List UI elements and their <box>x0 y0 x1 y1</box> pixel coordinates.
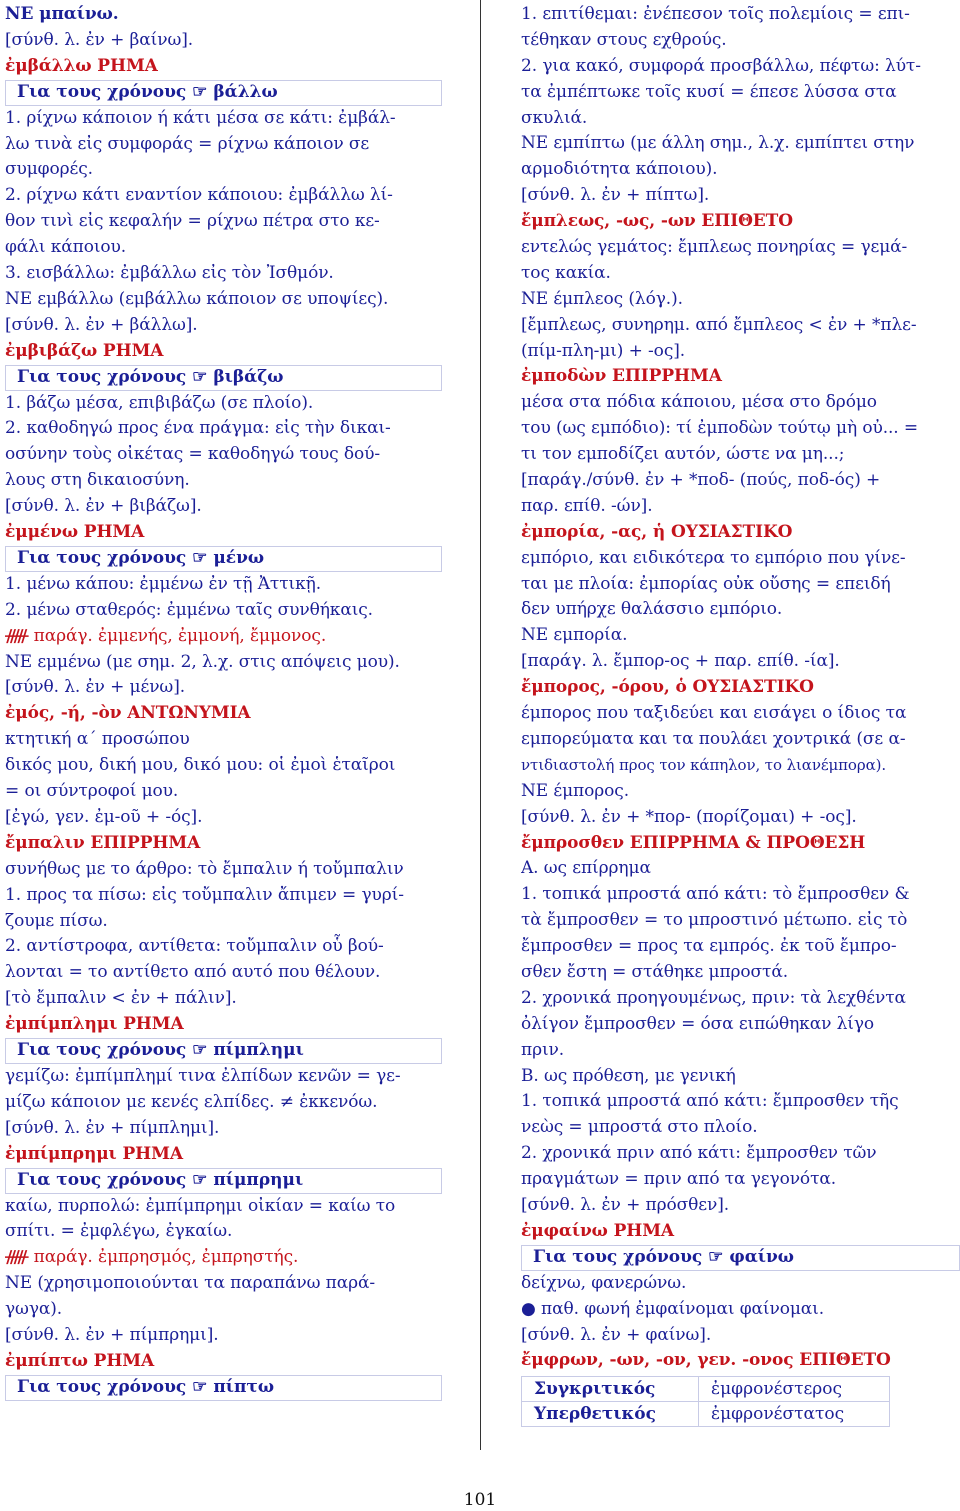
text-line: 3. εισβάλλω: ἐμβάλλω εἰς τὸν Ἰσθμόν. <box>5 263 334 284</box>
text-line: ὀλίγον ἔμπροσθεν = όσα ειπώθηκαν λίγο <box>521 1013 875 1034</box>
headword-line: ἐμμένω ΡΗΜΑ <box>5 522 145 543</box>
text-line: 2. αντίστροφα, αντίθετα: τοὔμπαλιν οὗ βού- <box>5 936 384 957</box>
text-line: 1. βάζω μέσα, επιβιβάζω (σε πλοίο). <box>5 392 314 413</box>
text-line: πραγμάτων = πριν από τα γεγονότα. <box>521 1169 837 1190</box>
headword-line: ἔμπλεως, -ως, -ων ΕΠΙΘΕΤΟ <box>521 211 793 232</box>
text-line: ΝΕ εμβάλλω (εμβάλλω κάποιον σε υποψίες). <box>5 288 389 309</box>
headword-line: ἐμπορία, -ας, ἡ ΟΥΣΙΑΣΤΙΚΟ <box>521 521 793 542</box>
text-line: (πίμ-πλη-μι) + -ος]. <box>521 340 686 361</box>
headword-line: ἔμπροσθεν ΕΠΙΡΡΗΜΑ & ΠΡΟΘΕΣΗ <box>521 832 866 853</box>
text-line: [παράγ./σύνθ. ἐν + *ποδ- (πούς, ποδ-ός) + <box>521 470 881 491</box>
text-line: = οι σύντροφοί μου. <box>5 781 179 802</box>
text-line: εμπόριο, και ειδικότερα το εμπόριο που γίνε- <box>521 547 906 568</box>
text-line: ΝΕ εμμένω (με σημ. 2, λ.χ. στις απόψεις μου). <box>5 651 400 672</box>
text-line: 2. χρονικά προηγουμένως, πριν: τὰ λεχθέντα <box>521 987 906 1008</box>
text-line: 1. τοπικά μπροστά από κάτι: ἔμπροσθεν τῆς <box>521 1091 899 1112</box>
text-line: ● παθ. φωνή ἐμφαίνομαι φαίνομαι. <box>521 1298 825 1319</box>
headword-line: ἔμπορος, -όρου, ὁ ΟΥΣΙΑΣΤΙΚΟ <box>521 677 814 698</box>
text-line: αρμοδιότητα κάποιου). <box>521 159 718 180</box>
text-line: ΝΕ μπαίνω. <box>5 4 119 24</box>
text-line: ΝΕ (χρησιμοποιούνται τα παραπάνω παρά- <box>5 1273 376 1294</box>
headword-line: ἐμπίπτω ΡΗΜΑ <box>5 1350 155 1371</box>
tenses-box: Για τους χρόνους ☞ βάλλω <box>5 80 442 106</box>
text-line: συνήθως με το άρθρο: τὸ ἔμπαλιν ή τοὔμπαλιν <box>5 858 404 879</box>
tenses-box: Για τους χρόνους ☞ πίμπλημι <box>5 1038 442 1064</box>
text-line: [σύνθ. λ. ἐν + πίμπλημι]. <box>5 1117 220 1138</box>
text-line: 1. επιτίθεμαι: ἐνέπεσον τοῖς πολεμίοις = επι- <box>521 4 910 24</box>
headword-line: ἐμβάλλω ΡΗΜΑ <box>5 55 158 76</box>
tenses-box: Για τους χρόνους ☞ φαίνω <box>521 1245 960 1271</box>
text-line: 2. για κακό, συμφορά προσβάλλω, πέφτω: λύτ- <box>521 55 921 76</box>
text-line: τέθηκαν στους εχθρούς. <box>521 29 727 50</box>
text-line: [σύνθ. λ. ἐν + *πορ- (πορίζομαι) + -ος]. <box>521 806 857 827</box>
right-column <box>521 2 960 1427</box>
text-line: οσύνην τοὺς οἰκέτας = καθοδηγώ τους δού- <box>5 444 380 465</box>
text-line: δείχνω, φανερώνω. <box>521 1272 687 1293</box>
text-line: [σύνθ. λ. ἐν + φαίνω]. <box>521 1324 712 1345</box>
text-line: 2. ρίχνω κάτι εναντίον κάποιου: ἐμβάλλω λί- <box>5 185 393 206</box>
text-line: λονται = το αντίθετο από αυτό που θέλουν. <box>5 962 381 983</box>
text-line: δεν υπήρχε θαλάσσιο εμπόριο. <box>521 599 783 620</box>
text-line: ται με πλοία: ἐμπορίας οὐκ οὔσης = επειδή <box>521 573 891 594</box>
tenses-box: Για τους χρόνους ☞ πίπτω <box>5 1375 442 1401</box>
text-line: [σύνθ. λ. ἐν + βιβάζω]. <box>5 496 202 517</box>
text-line: 2. μένω σταθερός: ἐμμένω ταῖς συνθήκαις. <box>5 599 373 620</box>
headword-line: ἐμποδὼν ΕΠΙΡΡΗΜΑ <box>521 366 722 387</box>
text-line: τὰ ἔμπροσθεν = το μπροστινό μέτωπο. εἰς τὸ <box>521 910 908 931</box>
text-line: γεμίζω: ἐμπίμπλημί τινα ἐλπίδων κενῶν = γε- <box>5 1065 401 1086</box>
text-line: [τὸ ἔμπαλιν < ἐν + πάλιν]. <box>5 988 237 1009</box>
text-line: 1. ρίχνω κάποιον ή κάτι μέσα σε κάτι: ἐμβάλ- <box>5 107 396 128</box>
degree-form: ἐμφρονέστερος <box>699 1377 890 1402</box>
text-line: τι τον εμποδίζει αυτόν, ώστε να μη...; <box>521 444 845 465</box>
text-line: Α. ως επίρρημα <box>521 858 651 879</box>
text-line: Β. ως πρόθεση, με γενική <box>521 1065 736 1086</box>
text-line: ᚏ παράγ. ἐμμενής, ἐμμονή, ἔμμονος. <box>5 625 327 646</box>
headword-line: ἐμπίμπλημι ΡΗΜΑ <box>5 1014 184 1035</box>
text-line: [ἐγώ, γεν. ἐμ-οῦ + -ός]. <box>5 806 203 827</box>
degree-label: Συγκριτικός <box>522 1377 699 1402</box>
text-line: συμφορές. <box>5 159 93 180</box>
tenses-box: Για τους χρόνους ☞ μένω <box>5 546 442 572</box>
text-line: ἔμπροσθεν = προς τα εμπρός. ἐκ τοῦ ἔμπρο- <box>521 936 897 957</box>
text-line: [παράγ. λ. ἔμπορ-ος + παρ. επίθ. -ία]. <box>521 651 840 672</box>
text-line: νεὼς = μπροστά στο πλοίο. <box>521 1117 758 1138</box>
table-row <box>522 1402 890 1427</box>
text-line: φάλι κάποιου. <box>5 237 127 258</box>
tenses-box: Για τους χρόνους ☞ πίμπρημι <box>5 1168 442 1194</box>
text-line: [σύνθ. λ. ἐν + μένω]. <box>5 677 186 698</box>
text-line: τος κακία. <box>521 262 611 283</box>
text-line: 2. χρονικά πριν από κάτι: ἔμπροσθεν τῶν <box>521 1143 877 1164</box>
text-line: 1. προς τα πίσω: εἰς τοὔμπαλιν ἄπιμεν = γυρί- <box>5 884 404 905</box>
text-line: του (ως εμπόδιο): τί ἐμποδὼν τούτῳ μὴ οὐ... = <box>521 418 919 439</box>
left-column <box>5 2 442 1401</box>
degree-label: Υπερθετικός <box>522 1402 699 1427</box>
headword-line: ἐμφαίνω ΡΗΜΑ <box>521 1220 675 1241</box>
text-line: [σύνθ. λ. ἐν + πίπτω]. <box>521 185 710 206</box>
text-line: σπίτι. = ἐμφλέγω, ἐγκαίω. <box>5 1221 233 1242</box>
page-number: 101 <box>463 1490 497 1510</box>
text-line: τα ἐμπέπτωκε τοῖς κυσί = έπεσε λύσσα στα <box>521 81 897 102</box>
text-line: πριν. <box>521 1039 565 1060</box>
text-line: 1. μένω κάπου: ἐμμένω ἐν τῇ Ἀττικῇ. <box>5 573 322 594</box>
text-line: μίζω κάποιον με κενές ελπίδες. ≠ ἐκκενόω. <box>5 1091 378 1112</box>
text-line: μέσα στα πόδια κάποιου, μέσα στο δρόμο <box>521 392 877 413</box>
comparison-table <box>521 1376 890 1427</box>
text-line: [ἔμπλεως, συνηρημ. από ἔμπλεος < ἐν + *πλε- <box>521 314 917 335</box>
tenses-box: Για τους χρόνους ☞ βιβάζω <box>5 365 442 391</box>
headword-line: ἔμφρων, -ων, -ον, γεν. -ονος ΕΠΙΘΕΤΟ <box>521 1350 891 1371</box>
text-line: ΝΕ εμπίπτω (με άλλη σημ., λ.χ. εμπίπτει στην <box>521 133 915 154</box>
text-line: παρ. επίθ. -ών]. <box>521 495 653 516</box>
text-line: εντελώς γεμάτος: ἔμπλεως πονηρίας = γεμά- <box>521 237 908 258</box>
text-line: λους στη δικαιοσύνη. <box>5 470 190 491</box>
column-divider <box>480 0 481 1450</box>
text-line: δικός μου, δική μου, δικό μου: οἱ ἐμοὶ ἑταῖροι <box>5 755 396 776</box>
headword-line: ἐμβιβάζω ΡΗΜΑ <box>5 340 164 361</box>
text-line: [σύνθ. λ. ἐν + πρόσθεν]. <box>521 1194 730 1215</box>
text-line: ντιδιαστολή προς τον κάπηλον, το λιανέμπορα). <box>521 755 887 774</box>
text-line: καίω, πυρπολώ: ἐμπίμπρημι οἰκίαν = καίω το <box>5 1195 396 1216</box>
text-line: ᚏ παράγ. ἐμπρησμός, ἐμπρηστής. <box>5 1247 299 1268</box>
headword-line: ἐμπίμπρημι ΡΗΜΑ <box>5 1143 183 1164</box>
text-line: κτητική α΄ προσώπου <box>5 729 190 750</box>
text-line: [σύνθ. λ. ἐν + πίμπρημι]. <box>5 1324 219 1345</box>
text-line: λω τινὰ εἰς συμφοράς = ρίχνω κάποιον σε <box>5 133 370 154</box>
text-line: σκυλιά. <box>521 107 588 128</box>
degree-form: ἐμφρονέστατος <box>699 1402 890 1427</box>
text-line: σθεν ἔστη = στάθηκε μπροστά. <box>521 961 789 982</box>
text-line: [σύνθ. λ. ἐν + βαίνω]. <box>5 29 194 50</box>
text-line: ζουμε πίσω. <box>5 910 108 931</box>
text-line: ΝΕ έμπορος. <box>521 780 630 801</box>
text-line: εμπορεύματα και τα πουλάει χοντρικά (σε α- <box>521 728 906 749</box>
text-line: έμπορος που ταξιδεύει και εισάγει ο ίδιος τα <box>521 703 907 724</box>
headword-line: ἐμός, -ή, -ὸν ΑΝΤΩΝΥΜΙΑ <box>5 703 251 724</box>
text-line: ΝΕ έμπλεος (λόγ.). <box>521 288 683 309</box>
headword-line: ἔμπαλιν ΕΠΙΡΡΗΜΑ <box>5 832 201 853</box>
table-row <box>522 1377 890 1402</box>
text-line: θον τινὶ εἰς κεφαλήν = ρίχνω πέτρα στο κε- <box>5 211 380 232</box>
text-line: γωγα). <box>5 1299 63 1320</box>
text-line: 1. τοπικά μπροστά από κάτι: τὸ ἔμπροσθεν & <box>521 884 910 905</box>
text-line: ΝΕ εμπορία. <box>521 625 628 646</box>
text-line: [σύνθ. λ. ἐν + βάλλω]. <box>5 314 198 335</box>
text-line: 2. καθοδηγώ προς ένα πράγμα: εἰς τὴν δικαι- <box>5 418 391 439</box>
